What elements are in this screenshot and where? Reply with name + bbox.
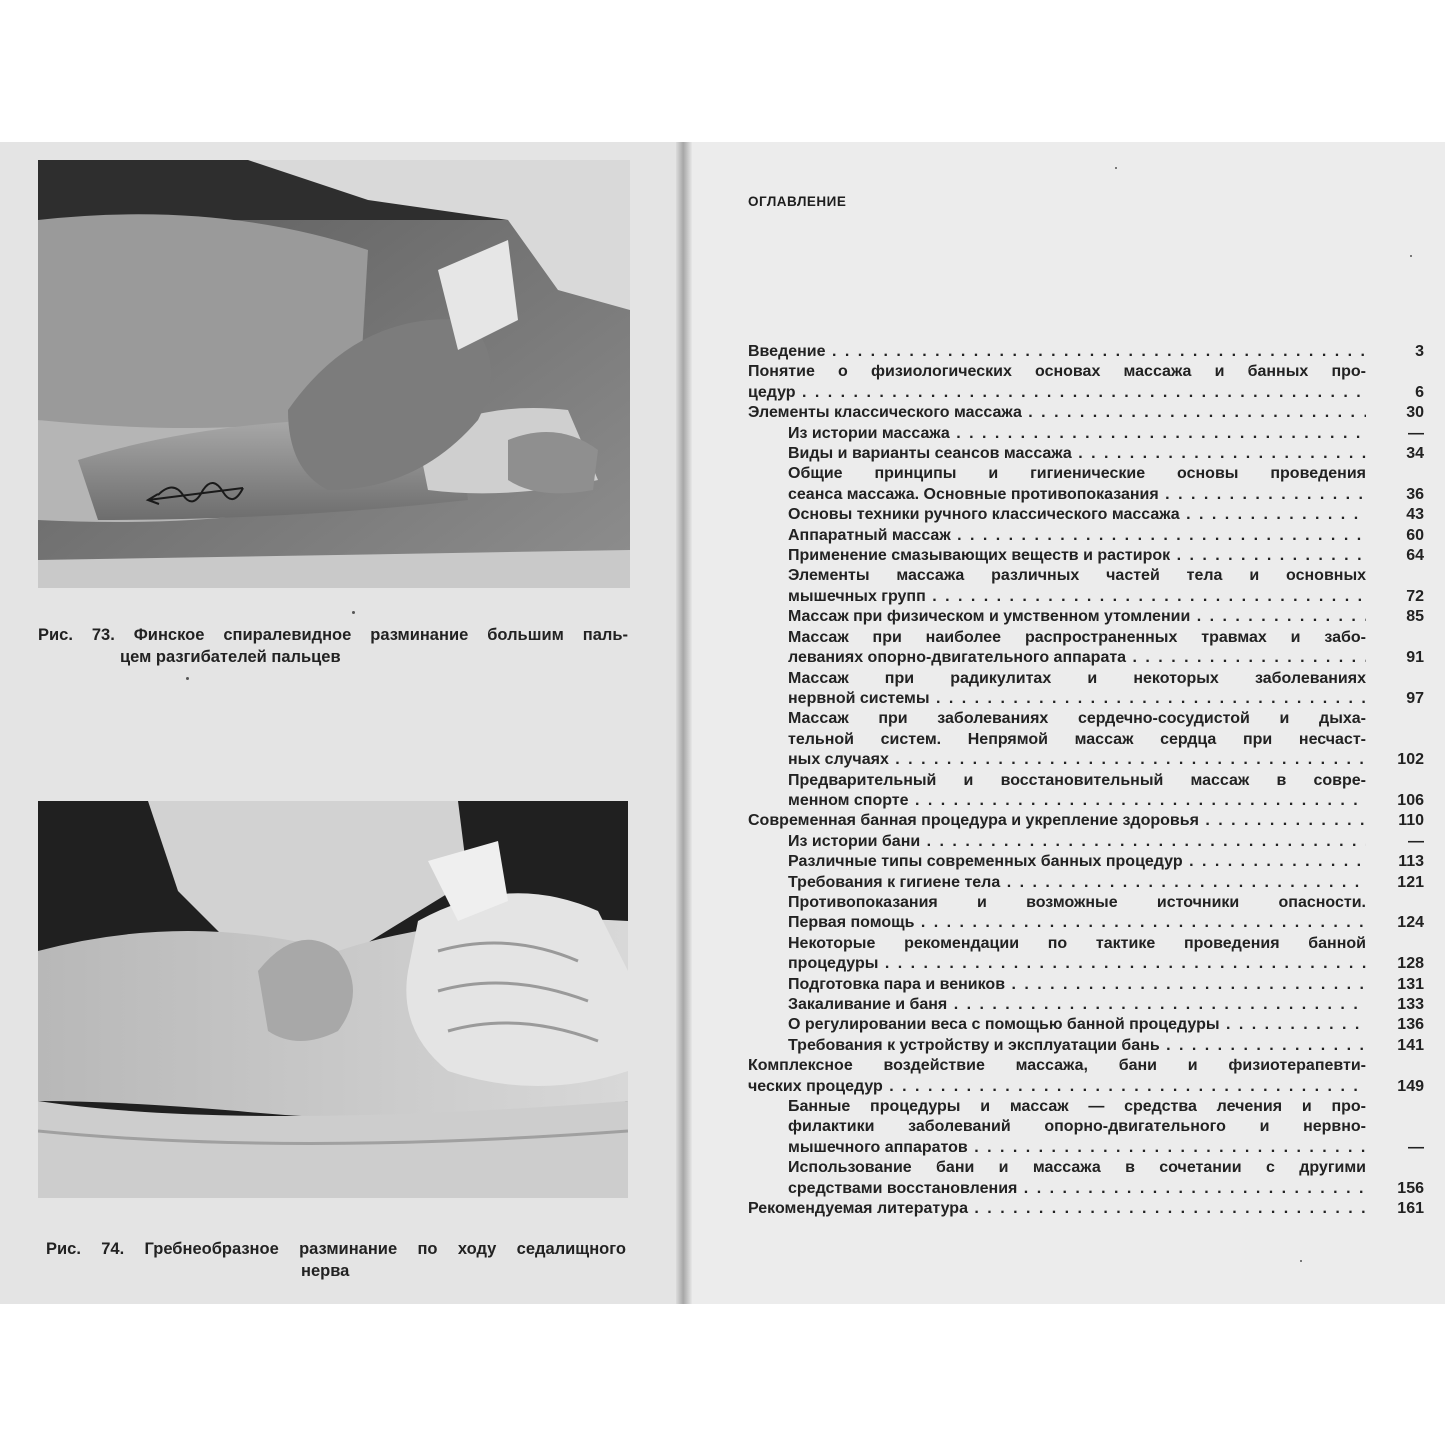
toc-entry-page: 30	[1406, 404, 1424, 422]
toc-entry-title-line: Рекомендуемая литература . . .	[748, 1199, 1366, 1219]
toc-entry	[748, 934, 1424, 975]
toc-entry-title-line: нервной системы . . .	[788, 689, 1366, 709]
toc-entry-title-line: Элементы классического массажа . . .	[748, 403, 1366, 423]
toc-entry	[748, 1158, 1424, 1199]
toc-entry	[748, 852, 1424, 872]
figure-74-caption-line2: нерва	[301, 1262, 350, 1280]
book-gutter	[676, 142, 692, 1304]
toc-entry	[748, 975, 1424, 995]
toc-entry-title-line: Некоторые рекомендации по тактике проведения банной	[788, 934, 1366, 952]
scan-speck	[1115, 167, 1117, 169]
toc-entry-title-line: Массаж при заболеваниях сердечно-сосудистой и дыха-	[788, 710, 1366, 728]
toc-entry-title-line: Из истории бани . . .	[788, 832, 1366, 852]
toc-entry-title-line: Элементы массажа различных частей тела и основных	[788, 567, 1366, 585]
toc-entry-page: 106	[1397, 791, 1424, 809]
toc-entry-page: 60	[1406, 526, 1424, 544]
toc-entry	[748, 505, 1424, 525]
toc-entry-title-line: Из истории массажа . . .	[788, 424, 1366, 444]
toc-entry-page: 161	[1397, 1200, 1424, 1218]
scan-speck	[1410, 255, 1412, 257]
toc-entry-title-line: Общие принципы и гигиенические основы проведения	[788, 465, 1366, 483]
toc-entry-page: —	[1408, 1138, 1424, 1156]
toc-entry-title-line: мышечных групп . . .	[788, 587, 1366, 607]
toc-entry-title-line: Требования к гигиене тела . . .	[788, 873, 1366, 893]
toc-entry-page: —	[1408, 424, 1424, 442]
toc-entry-page: 128	[1397, 955, 1424, 973]
toc-entry-title-line: мышечного аппаратов . . .	[788, 1138, 1366, 1158]
toc-entry-title-line: ных случаях . . .	[788, 750, 1366, 770]
figure-73-photo	[38, 160, 630, 588]
toc-entry	[748, 546, 1424, 566]
left-page	[0, 142, 682, 1304]
toc-entry-page: 149	[1397, 1077, 1424, 1095]
figure-73-caption-line1: Рис. 73. Финское спиралевидное разминание большим паль-	[38, 626, 628, 644]
toc-entry-page: 113	[1398, 853, 1424, 871]
toc-entry-title-line: Использование бани и массажа в сочетании с другими	[788, 1159, 1366, 1177]
toc-entry-title-line: Подготовка пара и веников . . .	[788, 975, 1366, 995]
toc-entry	[748, 995, 1424, 1015]
toc-entry-title-line: ческих процедур . . .	[748, 1077, 1366, 1097]
scan-speck	[186, 677, 189, 680]
toc-entry-page: 36	[1406, 485, 1424, 503]
toc-entry-page: 102	[1397, 751, 1424, 769]
toc-entry	[748, 771, 1424, 812]
toc-entry-title-line: Основы техники ручного классического массажа . . .	[788, 505, 1366, 525]
toc-entry-title-line: тельной систем. Непрямой массаж сердца при несчаст-	[788, 730, 1366, 748]
toc-entry-title-line: Различные типы современных банных процедур . . .	[788, 852, 1366, 872]
toc-entry-title-line: леваниях опорно-двигательного аппарата . . .	[788, 648, 1366, 668]
toc-entry-title-line: Массаж при физическом и умственном утомлении . . .	[788, 607, 1366, 627]
figure-73-caption-line2: цем разгибателей пальцев	[120, 648, 341, 666]
toc-entry-page: 141	[1397, 1036, 1424, 1054]
toc-entry	[748, 403, 1424, 423]
toc-entry-title-line: Требования к устройству и эксплуатации бань . . .	[788, 1036, 1366, 1056]
toc-entry-title-line: Аппаратный массаж . . .	[788, 526, 1366, 546]
toc-entry	[748, 832, 1424, 852]
toc-entry	[748, 464, 1424, 505]
toc-entry-title-line: филактики заболеваний опорно-двигательного и нервно-	[788, 1118, 1366, 1136]
toc-entry-page: 3	[1415, 343, 1424, 360]
toc-title: ОГЛАВЛЕНИЕ	[748, 194, 847, 209]
toc-entry-title-line: Введение . . .	[748, 342, 1366, 362]
toc-entry-page: 34	[1406, 445, 1424, 463]
toc-entry-page: 136	[1397, 1016, 1424, 1034]
toc-entry-title-line: Массаж при наиболее распространенных травмах и забо-	[788, 628, 1366, 646]
toc-entry	[748, 628, 1424, 669]
toc-entry	[748, 566, 1424, 607]
toc-entry	[748, 1015, 1424, 1035]
scan-speck	[352, 611, 355, 614]
toc-entry	[748, 342, 1424, 362]
toc-entry-title-line: Предварительный и восстановительный массаж в совре-	[788, 771, 1366, 789]
toc-entry-page: 85	[1406, 608, 1424, 626]
toc-entry	[748, 526, 1424, 546]
figure-73-caption	[38, 624, 628, 668]
toc-entry	[748, 1056, 1424, 1097]
toc-entry-title-line: Закаливание и баня . . .	[788, 995, 1366, 1015]
toc-entry	[748, 893, 1424, 934]
toc-entry-page: 156	[1397, 1179, 1424, 1197]
toc-entry-title-line: Современная банная процедура и укрепление здоровья . . .	[748, 811, 1366, 831]
toc-entry-page: 110	[1398, 812, 1424, 830]
scan-speck	[1300, 1260, 1302, 1262]
toc-entry	[748, 1036, 1424, 1056]
toc-entry-title-line: Комплексное воздействие массажа, бани и физиотерапевти-	[748, 1057, 1366, 1075]
toc-entry-page: 131	[1397, 975, 1424, 993]
toc-entry	[748, 873, 1424, 893]
toc-entry	[748, 1097, 1424, 1158]
toc-entry-title-line: сеанса массажа. Основные противопоказания . . .	[788, 485, 1366, 505]
toc-entry	[748, 1199, 1424, 1219]
toc-entry-page: 121	[1397, 873, 1424, 891]
table-of-contents	[748, 342, 1424, 1219]
toc-entry-title-line: Применение смазывающих веществ и растирок . . .	[788, 546, 1366, 566]
toc-entry-title-line: О регулировании веса с помощью банной процедуры . . .	[788, 1015, 1366, 1035]
toc-entry-title-line: Понятие о физиологических основах массажа и банных про-	[748, 363, 1366, 381]
toc-entry-page: 72	[1406, 587, 1424, 605]
toc-entry	[748, 669, 1424, 710]
toc-entry	[748, 709, 1424, 770]
toc-entry-title-line: средствами восстановления . . .	[788, 1179, 1366, 1199]
toc-entry-page: 133	[1397, 996, 1424, 1013]
toc-entry	[748, 362, 1424, 403]
toc-entry	[748, 444, 1424, 464]
toc-entry-title-line: цедур . . .	[748, 383, 1366, 403]
toc-entry-page: 124	[1397, 914, 1424, 932]
figure-74-caption-line1: Рис. 74. Гребнеобразное разминание по ходу седалищного	[46, 1240, 626, 1258]
toc-entry	[748, 424, 1424, 444]
toc-entry-title-line: Виды и варианты сеансов массажа . . .	[788, 444, 1366, 464]
toc-entry-page: 43	[1406, 506, 1424, 524]
toc-entry-title-line: процедуры . . .	[788, 954, 1366, 974]
toc-entry	[748, 607, 1424, 627]
toc-entry-title-line: Первая помощь . . .	[788, 913, 1366, 933]
toc-entry	[748, 811, 1424, 831]
figure-74-photo	[38, 801, 628, 1198]
toc-entry-page: —	[1408, 832, 1424, 850]
toc-entry-title-line: Противопоказания и возможные источники опасности.	[788, 893, 1366, 911]
toc-entry-page: 6	[1415, 383, 1424, 401]
toc-entry-title-line: Банные процедуры и массаж — средства лечения и про-	[788, 1098, 1366, 1116]
figure-74-caption	[46, 1238, 626, 1282]
toc-entry-title-line: Массаж при радикулитах и некоторых заболеваниях	[788, 669, 1366, 687]
toc-entry-page: 97	[1406, 689, 1424, 707]
toc-entry-page: 91	[1406, 649, 1424, 667]
toc-entry-page: 64	[1406, 547, 1424, 565]
toc-entry-title-line: менном спорте . . .	[788, 791, 1366, 811]
